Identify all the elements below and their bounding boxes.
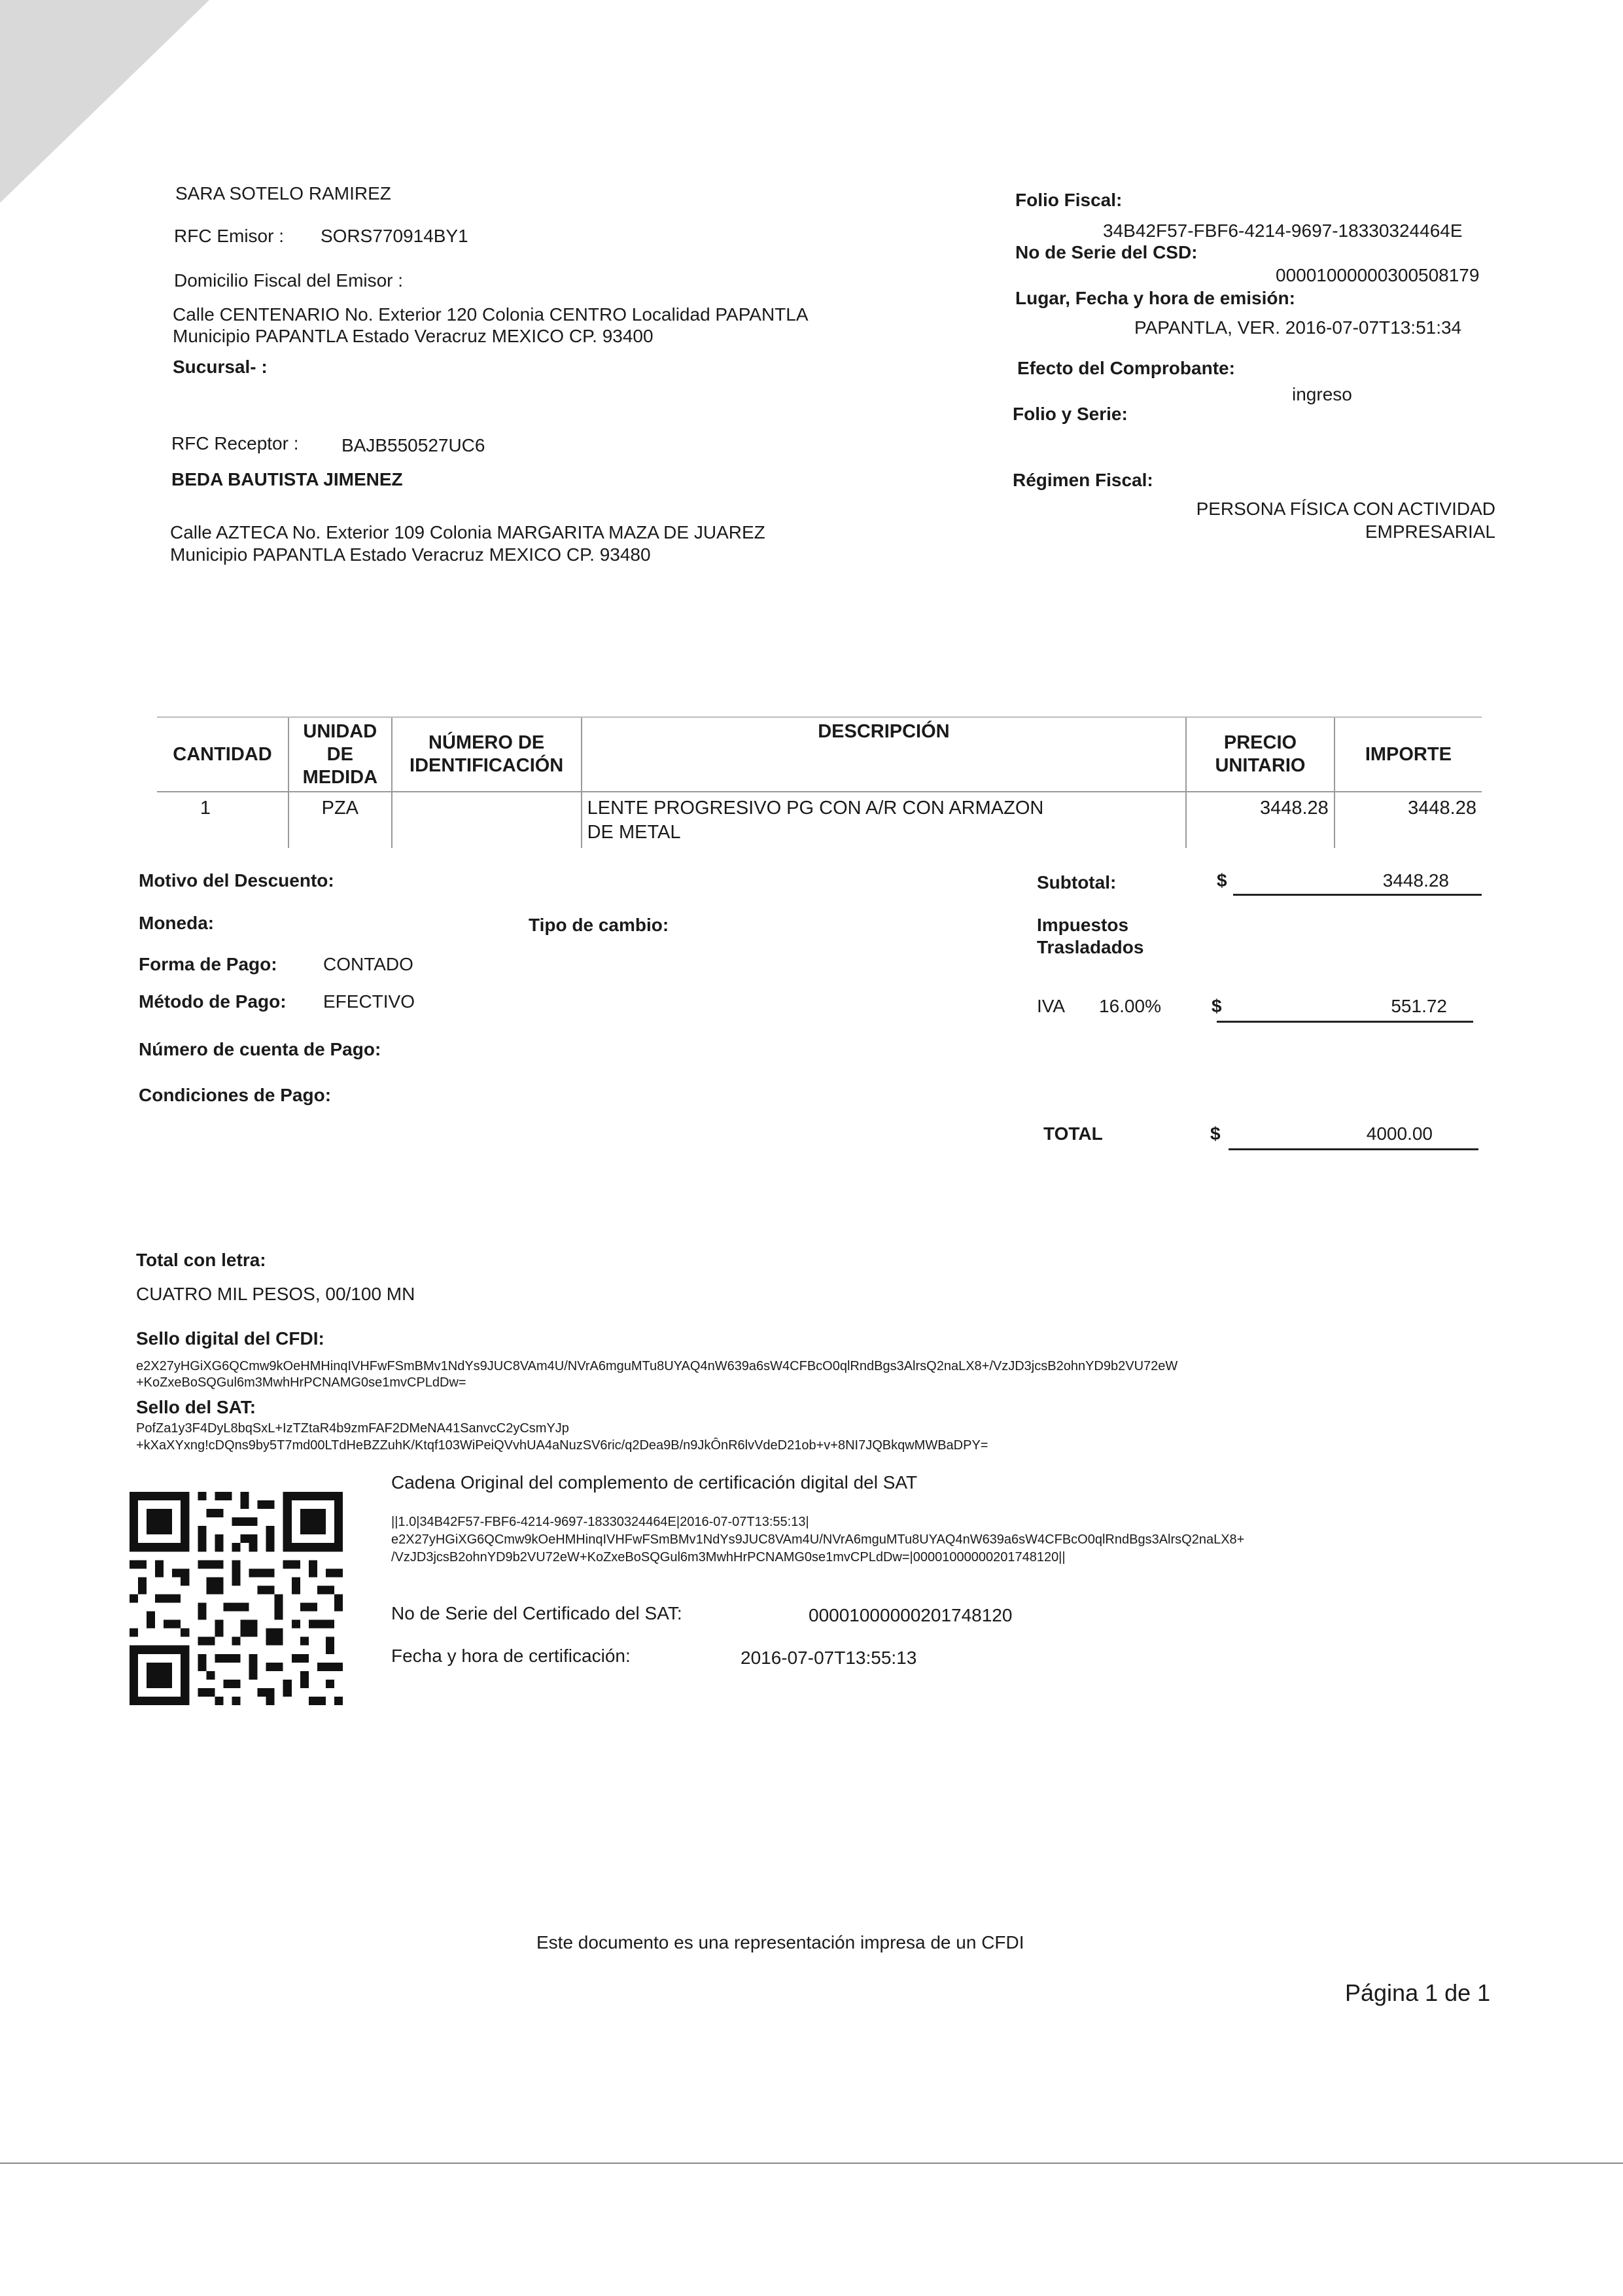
- forma-pago-label: Forma de Pago:: [139, 954, 277, 974]
- receiver-address-line1: Calle AZTECA No. Exterior 109 Colonia MARGARITA MAZA DE JUAREZ: [170, 522, 765, 542]
- emitter-domicilio-label: Domicilio Fiscal del Emisor :: [174, 270, 404, 291]
- sello-sat-line2: +kXaXYxng!cDQns9by5T7md00LTdHeBZZuhK/Ktqf103WiPeiQVvhUA4aNuzSV6ric/q2Dea9B/n9JkÔnR6lvVdeD21ob+v+8NI7JQBkqwMWBaDPY=: [136, 1438, 988, 1453]
- regimen-label: Régimen Fiscal:: [1013, 470, 1153, 490]
- cadena-title: Cadena Original del complemento de certificación digital del SAT: [391, 1472, 918, 1492]
- efecto-value: ingreso: [1292, 384, 1352, 404]
- page-edge-line: [0, 2163, 1623, 2164]
- items-table: [157, 716, 1482, 848]
- col-descripcion: DESCRIPCIÓN: [582, 717, 1187, 792]
- table-row: [157, 792, 1482, 848]
- impuestos-label-2: Trasladados: [1037, 937, 1144, 957]
- folio-fiscal-value: 34B42F57-FBF6-4214-9697-18330324464E: [1103, 221, 1463, 241]
- cell-cantidad: 1: [157, 792, 288, 848]
- col-numero: NÚMERO DE IDENTIFICACIÓN: [392, 717, 582, 792]
- sello-cfdi-label: Sello digital del CFDI:: [136, 1328, 324, 1349]
- cell-precio: 3448.28: [1186, 792, 1335, 848]
- receiver-rfc: BAJB550527UC6: [341, 435, 485, 455]
- cell-importe: 3448.28: [1335, 792, 1482, 848]
- impuestos-label-1: Impuestos: [1037, 915, 1129, 935]
- motivo-descuento-label: Motivo del Descuento:: [139, 870, 334, 891]
- metodo-pago-label: Método de Pago:: [139, 991, 287, 1012]
- col-importe: IMPORTE: [1335, 717, 1482, 792]
- iva-rate: 16.00%: [1099, 996, 1161, 1016]
- folio-serie-label: Folio y Serie:: [1013, 404, 1128, 424]
- emitter-sucursal-label: Sucursal- :: [173, 357, 268, 377]
- cell-unidad: PZA: [288, 792, 392, 848]
- subtotal-currency: $: [1217, 870, 1227, 891]
- receiver-rfc-label: RFC Receptor :: [171, 433, 299, 453]
- subtotal-value: 3448.28: [1233, 870, 1482, 896]
- subtotal-label: Subtotal:: [1037, 872, 1117, 892]
- efecto-label: Efecto del Comprobante:: [1017, 358, 1235, 378]
- cadena-line1: ||1.0|34B42F57-FBF6-4214-9697-18330324464E|2016-07-07T13:55:13|: [391, 1515, 809, 1529]
- serie-csd-value: 00001000000300508179: [1276, 265, 1480, 285]
- col-precio: PRECIO UNITARIO: [1186, 717, 1335, 792]
- cadena-line3: /VzJD3jcsB2ohnYD9b2VU72eW+KoZxeBoSQGul6m3MwhHrPCNAMG0se1mvCPLdDw=|00001000000201748120||: [391, 1550, 1066, 1564]
- items-header-row: [157, 717, 1482, 792]
- total-letra-value: CUATRO MIL PESOS, 00/100 MN: [136, 1284, 415, 1304]
- tipo-cambio-label: Tipo de cambio:: [529, 915, 669, 935]
- fecha-cert-label: Fecha y hora de certificación:: [391, 1646, 631, 1666]
- condiciones-pago-label: Condiciones de Pago:: [139, 1085, 332, 1105]
- qr-code-icon: [130, 1492, 343, 1705]
- total-label: TOTAL: [1043, 1123, 1103, 1144]
- regimen-value-line2: EMPRESARIAL: [1365, 521, 1495, 542]
- emitter-address-line2: Municipio PAPANTLA Estado Veracruz MEXICO CP. 93400: [173, 326, 654, 346]
- iva-currency: $: [1212, 996, 1222, 1016]
- total-letra-label: Total con letra:: [136, 1250, 266, 1270]
- cadena-line2: e2X27yHGiXG6QCmw9kOeHMHinqIVHFwFSmBMv1NdYs9JUC8VAm4U/NVrA6mguMTu8UYAQ4nW639a6sW4CFBcO0qlRndBgs3AlrsQ2naLX8+: [391, 1532, 1245, 1547]
- regimen-value-line1: PERSONA FÍSICA CON ACTIVIDAD: [1196, 499, 1495, 519]
- cell-descripcion: LENTE PROGRESIVO PG CON A/R CON ARMAZON DE METAL: [582, 792, 1187, 848]
- cuenta-pago-label: Número de cuenta de Pago:: [139, 1039, 381, 1059]
- emitter-rfc: SORS770914BY1: [321, 226, 468, 246]
- metodo-pago-value: EFECTIVO: [323, 991, 415, 1012]
- lugar-fecha-label: Lugar, Fecha y hora de emisión:: [1015, 288, 1295, 308]
- folded-corner: [0, 0, 209, 203]
- serie-csd-label: No de Serie del CSD:: [1015, 242, 1198, 262]
- sello-cfdi-line2: +KoZxeBoSQGul6m3MwhHrPCNAMG0se1mvCPLdDw=: [136, 1375, 466, 1390]
- lugar-fecha-value: PAPANTLA, VER. 2016-07-07T13:51:34: [1134, 317, 1462, 338]
- emitter-rfc-label: RFC Emisor :: [174, 226, 284, 246]
- emitter-address-line1: Calle CENTENARIO No. Exterior 120 Colonia CENTRO Localidad PAPANTLA: [173, 304, 809, 325]
- iva-label: IVA: [1037, 996, 1066, 1016]
- emitter-name: SARA SOTELO RAMIREZ: [175, 183, 391, 203]
- fecha-cert-value: 2016-07-07T13:55:13: [741, 1648, 917, 1668]
- sello-cfdi-line1: e2X27yHGiXG6QCmw9kOeHMHinqIVHFwFSmBMv1NdYs9JUC8VAm4U/NVrA6mguMTu8UYAQ4nW639a6sW4CFBcO0qlRndBgs3AlrsQ2naLX8+/VzJD3jcsB2ohnYD9b2VU72eW: [136, 1359, 1178, 1373]
- iva-value: 551.72: [1217, 996, 1473, 1023]
- folio-fiscal-label: Folio Fiscal:: [1015, 190, 1123, 210]
- serie-sat-label: No de Serie del Certificado del SAT:: [391, 1603, 682, 1623]
- col-cantidad: CANTIDAD: [157, 717, 288, 792]
- sello-sat-line1: PofZa1y3F4DyL8bqSxL+IzTZtaR4b9zmFAF2DMeNA41SanvcC2yCsmYJp: [136, 1421, 569, 1436]
- total-currency: $: [1210, 1123, 1221, 1144]
- total-value: 4000.00: [1229, 1123, 1478, 1150]
- col-unidad: UNIDAD DE MEDIDA: [288, 717, 392, 792]
- page-number: Página 1 de 1: [1345, 1979, 1491, 2006]
- forma-pago-value: CONTADO: [323, 954, 413, 974]
- footer-note: Este documento es una representación impresa de un CFDI: [536, 1932, 1024, 1952]
- serie-sat-value: 00001000000201748120: [809, 1605, 1013, 1625]
- receiver-name: BEDA BAUTISTA JIMENEZ: [171, 469, 403, 489]
- receiver-address-line2: Municipio PAPANTLA Estado Veracruz MEXICO CP. 93480: [170, 544, 651, 565]
- sello-sat-label: Sello del SAT:: [136, 1397, 256, 1417]
- cell-numero: [392, 792, 582, 848]
- moneda-label: Moneda:: [139, 913, 215, 933]
